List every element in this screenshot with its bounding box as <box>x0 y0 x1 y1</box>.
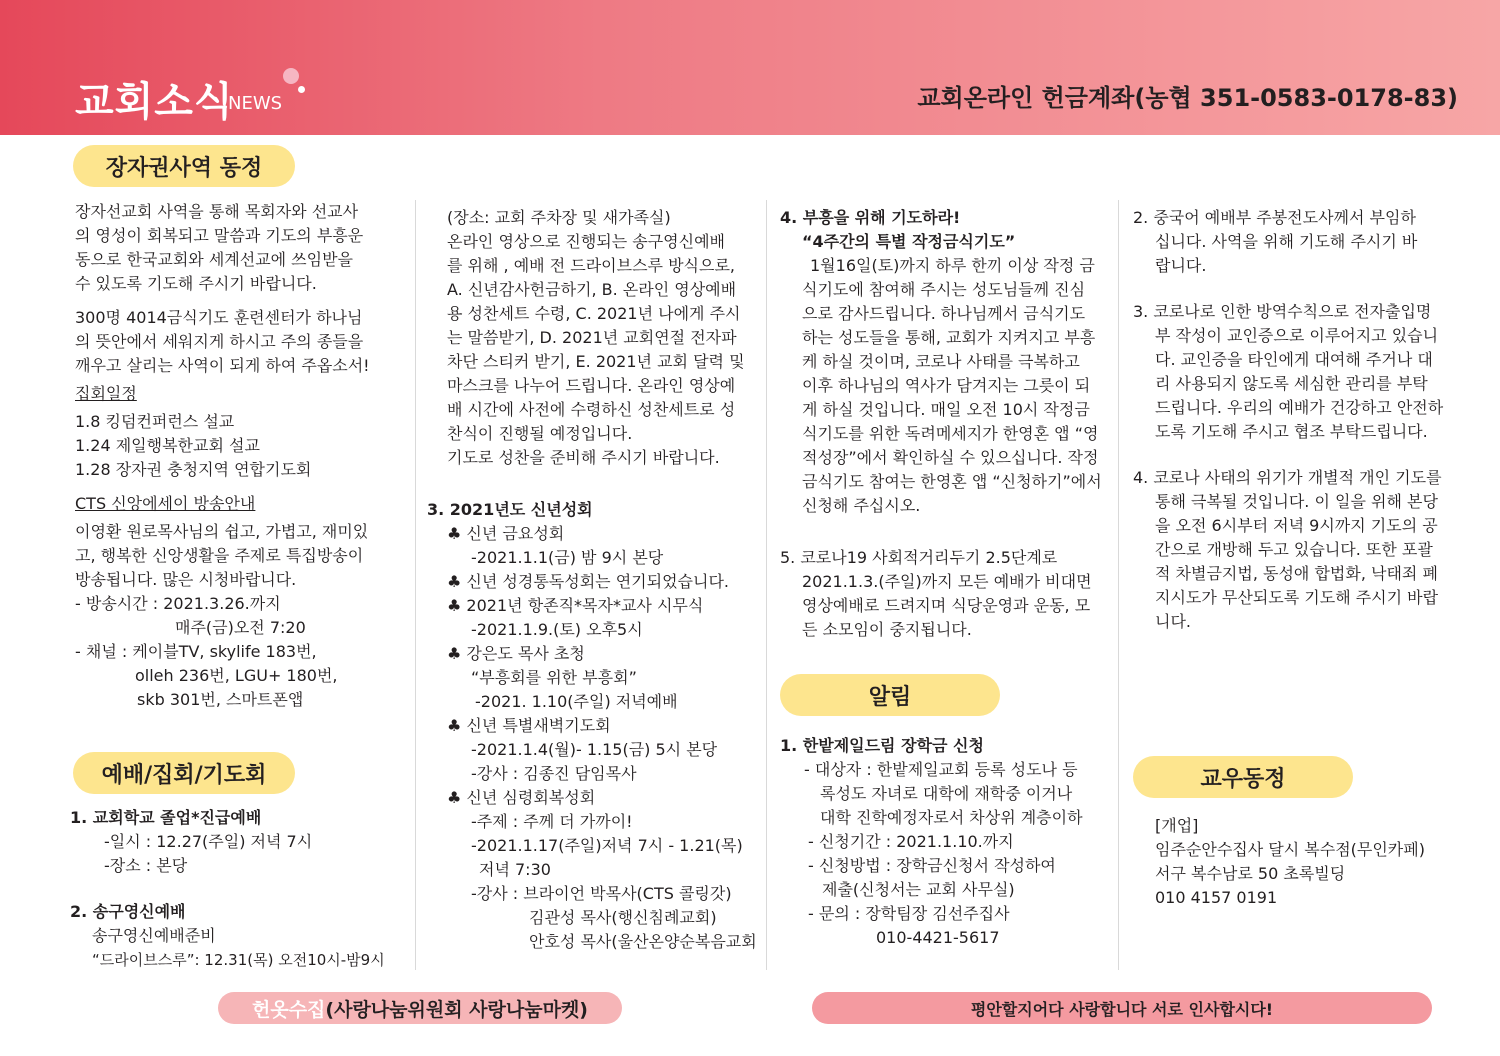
text-line: 대학 진학예정자로서 차상위 계층이하 <box>820 808 1083 827</box>
text-line: 매주(금)오전 7:20 <box>175 618 306 637</box>
text-line: 하는 성도들을 통해, 교회가 지켜지고 부흥 <box>802 328 1096 347</box>
column-3-notice <box>780 734 1110 950</box>
text-line: 든 소모임이 중지됩니다. <box>802 620 972 639</box>
event-detail: -강사 : 김종진 담임목사 <box>471 764 637 783</box>
text-line: 간으로 개방해 두고 있습니다. 또한 포괄 <box>1155 540 1433 559</box>
event-item: ♣ 2021년 항존직*목자*교사 시무식 <box>447 596 704 615</box>
column-1-worship <box>70 806 410 972</box>
cts-heading: CTS 신앙에세이 방송안내 <box>75 494 256 513</box>
text-line: 010 4157 0191 <box>1155 888 1278 907</box>
column-3 <box>780 206 1110 642</box>
text-line: - 신청기간 : 2021.1.10.까지 <box>808 832 1014 851</box>
event-item: ♣ 신년 심령회복성회 <box>447 788 596 807</box>
text-line: 게 하실 것입니다. 매일 오전 10시 작정금 <box>802 400 1090 419</box>
section-title-jangja: 장자권사역 동정 <box>73 145 295 187</box>
column-2 <box>427 206 759 954</box>
text-line: 고, 행복한 신앙생활을 주제로 특집방송이 <box>75 546 364 565</box>
column-4-members <box>1155 814 1485 910</box>
text-line: 300명 4014금식기도 훈련센터가 하나님 <box>75 308 363 327</box>
text-line: 부 작성이 교인증으로 이루어지고 있습니 <box>1155 326 1439 345</box>
text-line: 록성도 자녀로 대학에 재학중 이거나 <box>820 784 1073 803</box>
column-4 <box>1133 206 1463 634</box>
text-line: 찬식이 진행될 예정입니다. <box>447 424 633 443</box>
text-line: 3. 코로나로 인한 방역수칙으로 전자출입명 <box>1133 302 1432 321</box>
text-line: skb 301번, 스마트폰앱 <box>137 690 304 709</box>
footer-greeting-banner <box>812 992 1432 1024</box>
text-line: 2. 중국어 예배부 주봉전도사께서 부임하 <box>1133 208 1416 227</box>
text-line: -일시 : 12.27(주일) 저녁 7시 <box>104 832 313 851</box>
text-line: A. 신년감사헌금하기, B. 온라인 영상예배 <box>447 280 737 299</box>
header-subtitle: NEWS <box>228 93 283 114</box>
event-item: ♣ 신년 특별새벽기도회 <box>447 716 611 735</box>
text-line: 리 사용되지 않도록 세심한 관리를 부탁 <box>1155 374 1428 393</box>
header-title: 교회소식 <box>75 79 234 125</box>
event-detail: 저녁 7:30 <box>479 860 551 879</box>
decor-dot-icon <box>283 68 299 84</box>
column-divider <box>766 200 767 970</box>
decor-dot-small-icon <box>298 86 305 93</box>
text-line: 수 있도록 기도해 주시기 바랍니다. <box>75 274 317 293</box>
text-line: 적 차별금지법, 동성애 합법화, 낙태죄 폐 <box>1155 564 1438 583</box>
section-title-notice: 알림 <box>780 674 1000 716</box>
text-line: 깨우고 살리는 사역이 되게 하여 주옵소서! <box>75 356 370 375</box>
text-line: 의 영성이 회복되고 말씀과 기도의 부흥운 <box>75 226 364 245</box>
text-line: 1월16일(토)까지 하루 한끼 이상 작정 금 <box>810 256 1095 275</box>
text-line: 송구영신예배준비 <box>92 926 216 945</box>
event-detail: 김관성 목사(행신침례교회) <box>529 908 717 927</box>
text-line: 지시도가 무산되도록 기도해 주시기 바랍 <box>1155 588 1439 607</box>
event-detail: -2021.1.9.(토) 오후5시 <box>471 620 643 639</box>
worship-item-title: 2. 송구영신예배 <box>70 902 186 921</box>
column-1 <box>75 200 405 712</box>
text-line: 통해 극복될 것입니다. 이 일을 위해 본당 <box>1155 492 1438 511</box>
text-line: 적성장”에서 확인하실 수 있으십니다. 작정 <box>802 448 1099 467</box>
text-line: 니다. <box>1155 612 1191 631</box>
schedule-heading: 집회일정 <box>75 384 137 403</box>
footer-clothes-label: 헌옷수집 <box>251 998 326 1021</box>
text-line: olleh 236번, LGU+ 180번, <box>135 666 338 685</box>
text-line: 용 성찬세트 수령, C. 2021년 나에게 주시 <box>447 304 741 323</box>
header-banner <box>0 0 1500 135</box>
text-line: 십니다. 사역을 위해 기도해 주시기 바 <box>1155 232 1418 251</box>
fasting-subheading: “4주간의 특별 작정금식기도” <box>802 232 1016 251</box>
event-detail: -2021.1.4(월)- 1.15(금) 5시 본당 <box>471 740 718 759</box>
event-detail: -강사 : 브라이언 박목사(CTS 콜링갓) <box>471 884 732 903</box>
text-line: 는 말씀받기, D. 2021년 교회연절 전자파 <box>447 328 737 347</box>
text-line: 동으로 한국교회와 세계선교에 쓰임받을 <box>75 250 354 269</box>
text-line: 서구 복수남로 50 초록빌딩 <box>1155 864 1346 883</box>
scholarship-heading: 1. 한밭제일드림 장학금 신청 <box>780 736 984 755</box>
event-detail: 안호성 목사(울산온양순복음교회 <box>529 932 757 951</box>
text-line: -장소 : 본당 <box>104 856 188 875</box>
event-item: ♣ 강은도 목사 초청 <box>447 644 585 663</box>
event-detail: -주제 : 주께 더 가까이! <box>471 812 633 831</box>
worship-item-title: 1. 교회학교 졸업*진급예배 <box>70 808 262 827</box>
text-line: (장소: 교회 주차장 및 새가족실) <box>447 208 671 227</box>
fasting-heading: 4. 부흥을 위해 기도하라! <box>780 208 961 227</box>
text-line: 4. 코로나 사태의 위기가 개별적 개인 기도를 <box>1133 468 1442 487</box>
schedule-item: 1.8 킹덤컨퍼런스 설교 <box>75 412 235 431</box>
text-line: 금식기도 참여는 한영혼 앱 “신청하기”에서 <box>802 472 1102 491</box>
text-line: 차단 스티커 받기, E. 2021년 교회 달력 및 <box>447 352 745 371</box>
event-detail: -2021.1.1(금) 밤 9시 본당 <box>471 548 664 567</box>
text-line: 2021.1.3.(주일)까지 모든 예배가 비대면 <box>802 572 1092 591</box>
text-line: 장자선교회 사역을 통해 목회자와 선교사 <box>75 202 359 221</box>
footer-clothes-desc: (사랑나눔위원회 사랑나눔마켓) <box>325 998 588 1021</box>
text-line: 랍니다. <box>1155 256 1207 275</box>
text-line: 의 뜻안에서 세워지게 하시고 주의 종들을 <box>75 332 364 351</box>
column-divider <box>1118 200 1119 970</box>
offering-account: 교회온라인 헌금계좌(농협 351-0583-0178-83) <box>917 84 1458 112</box>
covid-heading: 5. 코로나19 사회적거리두기 2.5단계로 <box>780 548 1058 567</box>
text-line: 방송됩니다. 많은 시청바랍니다. <box>75 570 297 589</box>
event-detail: -2021.1.17(주일)저녁 7시 - 1.21(목) <box>471 836 743 855</box>
text-line: - 신청방법 : 장학금신청서 작성하여 <box>808 856 1056 875</box>
text-line: 식기도를 위한 독려메세지가 한영혼 앱 “영 <box>802 424 1099 443</box>
column-divider <box>415 200 416 970</box>
text-line: 이후 하나님의 역사가 담겨지는 그릇이 되 <box>802 376 1091 395</box>
text-line: 제출(신청서는 교회 사무실) <box>822 880 1015 899</box>
footer-greeting-text: 평안할지어다 사랑합니다 서로 인사합시다! <box>970 999 1274 1019</box>
text-line: - 채널 : 케이블TV, skylife 183번, <box>75 642 317 661</box>
text-line: 영상예배로 드려지며 식당운영과 운동, 모 <box>802 596 1091 615</box>
text-line: [개업] <box>1155 816 1199 835</box>
text-line: 온라인 영상으로 진행되는 송구영신예배 <box>447 232 726 251</box>
text-line: - 문의 : 장학팀장 김선주집사 <box>808 904 1010 923</box>
text-line: 이영환 원로목사님의 쉽고, 가볍고, 재미있 <box>75 522 369 541</box>
footer-clothes-banner <box>218 992 622 1024</box>
text-line: 드립니다. 우리의 예배가 건강하고 안전하 <box>1155 398 1444 417</box>
text-line: 배 시간에 사전에 수령하신 성찬세트로 성 <box>447 400 736 419</box>
event-item: ♣ 신년 금요성회 <box>447 524 565 543</box>
event-detail: -2021. 1.10(주일) 저녁예배 <box>475 692 678 711</box>
text-line: 을 오전 6시부터 저녁 9시까지 기도의 공 <box>1155 516 1438 535</box>
section-title-worship: 예배/집회/기도회 <box>73 752 295 794</box>
text-line: 으로 감사드립니다. 하나님께서 금식기도 <box>802 304 1086 323</box>
text-line: 010-4421-5617 <box>876 928 1000 947</box>
text-line: 임주순안수집사 달시 복수점(무인카페) <box>1155 840 1425 859</box>
text-line: 다. 교인증을 타인에게 대여해 주거나 대 <box>1155 350 1433 369</box>
new-year-heading: 3. 2021년도 신년성회 <box>427 500 593 519</box>
section-title-members: 교우동정 <box>1133 756 1353 798</box>
event-item: ♣ 신년 성경통독성회는 연기되었습니다. <box>447 572 729 591</box>
text-line: 도록 기도해 주시고 협조 부탁드립니다. <box>1155 422 1428 441</box>
text-line: - 방송시간 : 2021.3.26.까지 <box>75 594 281 613</box>
text-line: 마스크를 나누어 드립니다. 온라인 영상예 <box>447 376 736 395</box>
schedule-item: 1.24 제일행복한교회 설교 <box>75 436 260 455</box>
text-line: 신청해 주십시오. <box>802 496 921 515</box>
text-line: 기도로 성찬을 준비해 주시기 바랍니다. <box>447 448 720 467</box>
text-line: 케 하실 것이며, 코로나 사태를 극복하고 <box>802 352 1080 371</box>
schedule-item: 1.28 장자권 충청지역 연합기도회 <box>75 460 312 479</box>
text-line: 를 위해 , 예배 전 드라이브스루 방식으로, <box>447 256 735 275</box>
text-line: - 대상자 : 한밭제일교회 등록 성도나 등 <box>804 760 1078 779</box>
event-detail: “부흥회를 위한 부흥회” <box>471 668 637 687</box>
text-line: 식기도에 참여해 주시는 성도님들께 진심 <box>802 280 1086 299</box>
text-line: “드라이브스루”: 12.31(목) 오전10시-밤9시 <box>92 951 385 969</box>
